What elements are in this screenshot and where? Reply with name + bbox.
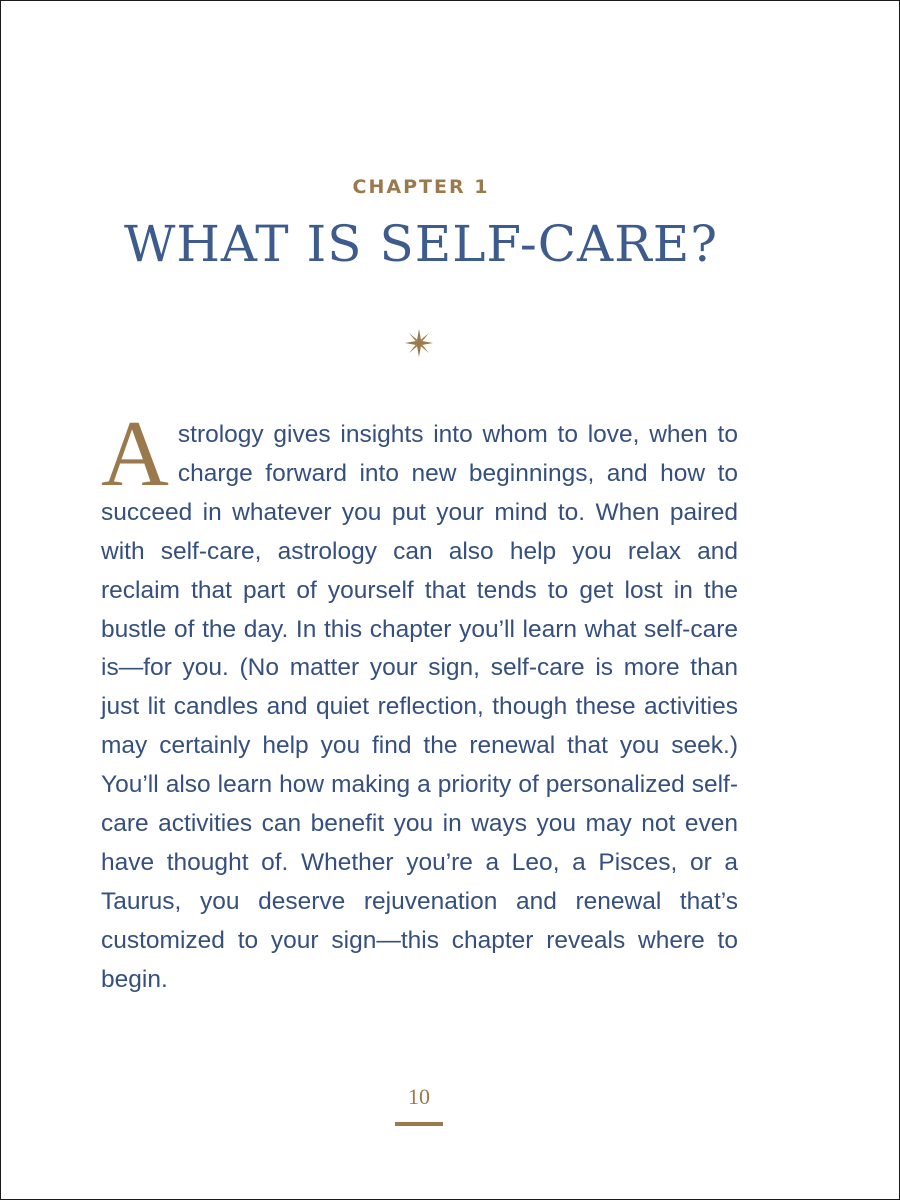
page-number-rule bbox=[395, 1122, 443, 1126]
chapter-intro-paragraph bbox=[101, 402, 738, 1000]
chapter-label: CHAPTER 1 bbox=[352, 176, 490, 198]
star-ornament-icon bbox=[404, 328, 434, 358]
drop-cap: A bbox=[101, 402, 169, 506]
chapter-title: WHAT IS SELF-CARE? bbox=[123, 215, 719, 273]
paragraph-text: strology gives insights into whom to love, when to charge forward into new beginnings, and how to succeed in whatever you put your mind to. When paired with self-care, astrology can also help you relax and reclaim that part of yourself that tends to get lost in the bustle of the day. In this chapter you’ll learn what self-care is—for you. (No matter your sign, self-care is more than just lit candles and quiet reflection, though these activities may certainly help you find the renewal that you seek.) You’ll also learn how making a priority of personalized self-care activities can benefit you in ways you may not even have thought of. Whether you’re a Leo, a Pisces, or a Taurus, you deserve rejuvenation and renewal that’s customized to your sign—this chapter reveals where to begin. bbox=[101, 421, 738, 993]
page-number: 10 bbox=[408, 1084, 430, 1109]
